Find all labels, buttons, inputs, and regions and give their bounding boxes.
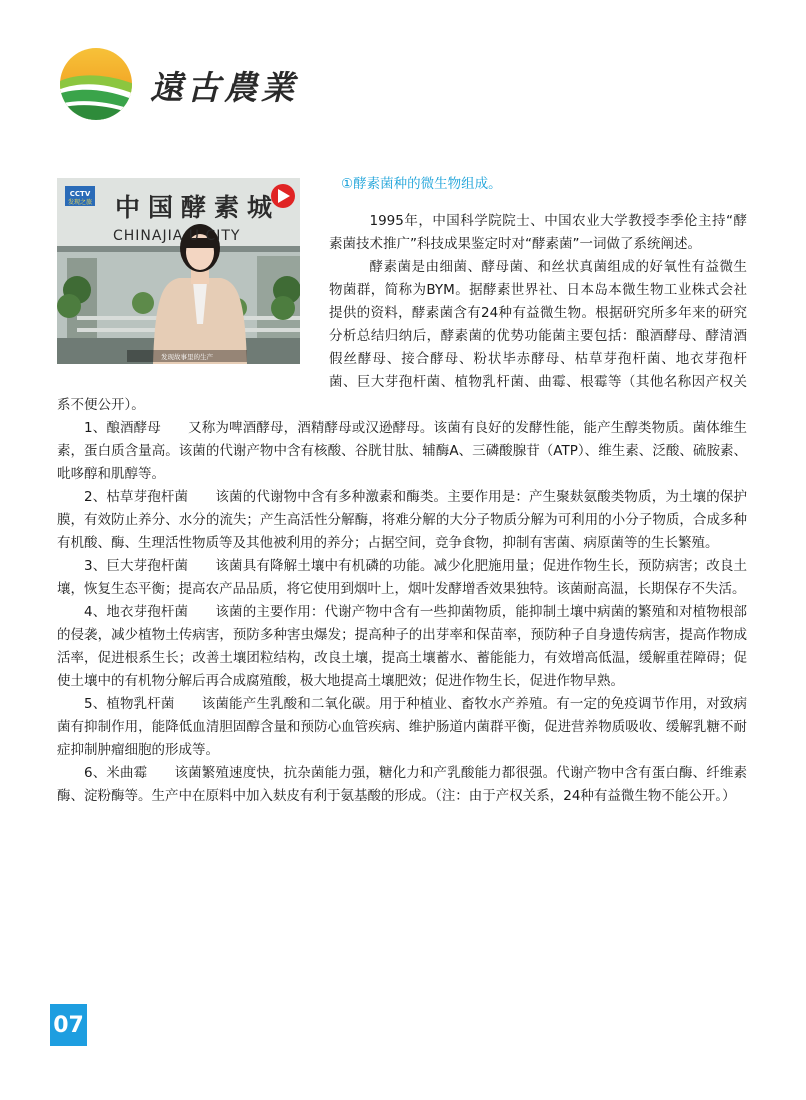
paragraph: 1995年，中国科学院院士、中国农业大学教授李季伦主持“酵素菌技术推广”科技成果鉴定时对“酵素菌”一词做了系统阐述。: [329, 213, 747, 252]
paragraph: 3、巨大芽孢杆菌 该菌具有降解土壤中有机磷的功能。减少化肥施用量；促进作物生长，预防病害；改良土壤，恢复生态平衡；提高农产品品质，将它使用到烟叶上，烟叶发酵增香效果独特。该菌耐高温，长期保存不失活。: [57, 558, 747, 597]
sign-pinyin: CHINAJIA U CITY: [113, 228, 241, 244]
paragraph: 2、枯草芽孢杆菌 该菌的代谢物中含有多种激素和酶类。主要作用是：产生聚麸氨酸类物质，为土壤的保护膜，有效防止养分、水分的流失；产生高活性分解酶，将难分解的大分子物质分解为可利用的小分子物质，合成多种有机酸、酶、生理活性物质等及其他被利用的养分；占据空间，竞争食物，抑制有害菌、病原菌等的生长繁殖。: [57, 489, 747, 551]
sign-text: 中国酵素城: [115, 193, 281, 222]
paragraph: 6、米曲霉 该菌繁殖速度快，抗杂菌能力强，糖化力和产乳酸能力都很强。代谢产物中含有蛋白酶、纤维素酶、淀粉酶等。生产中在原料中加入麸皮有利于氨基酸的形成。（注：由于产权关系，24种有益微生物不能公开。）: [57, 765, 747, 804]
logo-emblem: [58, 46, 134, 122]
page-number: 07: [50, 1004, 87, 1046]
image-wrap-spacer: [57, 210, 329, 386]
cctv-badge-top: CCTV: [69, 190, 91, 198]
cctv-badge-bottom: 发现之旅: [67, 199, 93, 206]
brand-name: 遠古農業: [150, 68, 298, 107]
paragraph: 5、植物乳杆菌 该菌能产生乳酸和二氧化碳。用于种植业、畜牧水产养殖。有一定的免疫调节作用，对致病菌有抑制作用，能降低血清胆固醇含量和预防心血管疾病、维护肠道内菌群平衡，促进营养物质吸收、缓解乳糖不耐症抑制肿瘤细胞的形成等。: [57, 696, 747, 758]
paragraph: 1、酿酒酵母 又称为啤酒酵母，酒精酵母或汉逊酵母。该菌有良好的发酵性能，能产生醇类物质。菌体维生素，蛋白质含量高。该菌的代谢产物中含有核酸、谷胱甘肽、辅酶A、三磷酸腺苷（ATP）、维生素、泛酸、硫胺素、吡哆醇和肌醇等。: [57, 420, 747, 482]
article-body: [57, 210, 747, 808]
paragraph: 酵素菌是由细菌、酵母菌、和丝状真菌组成的好氧性有益微生物菌群，简称为BYM。据酵素世界社、日本岛本微生物工业株式会社提供的资料，酵素菌含有24种有益微生物。根据研究所多年来的研究分析总结归纳后，酵素菌的优势功能菌主要包括：酿酒酵母、酵清酒假丝酵母、接合酵母、粉状毕赤酵母、枯草芽孢杆菌、地衣芽孢杆菌、巨大芽孢杆菌、植物乳杆菌、曲霉、根霉等（其他名称因产权关系不便公开）。: [57, 259, 747, 413]
photo-caption: 发现故事里的生产: [161, 353, 213, 361]
section-heading: ①酵素菌种的微生物组成。: [341, 176, 502, 192]
paragraph: 4、地衣芽孢杆菌 该菌的主要作用：代谢产物中含有一些抑菌物质，能抑制土壤中病菌的繁殖和对植物根部的侵袭，减少植物土传病害，预防多种害虫爆发；提高种子的出芽率和保苗率，预防种子自身遗传病害，提高作物成活率，促进根系生长；改善土壤团粒结构，改良土壤，提高土壤蓄水、蓄能能力，有效增高低温，缓解重茬障碍；促使土壤中的有机物分解后再合成腐殖酸，极大地提高土壤肥效；促进作物生长，促进作物早熟。: [57, 604, 747, 689]
